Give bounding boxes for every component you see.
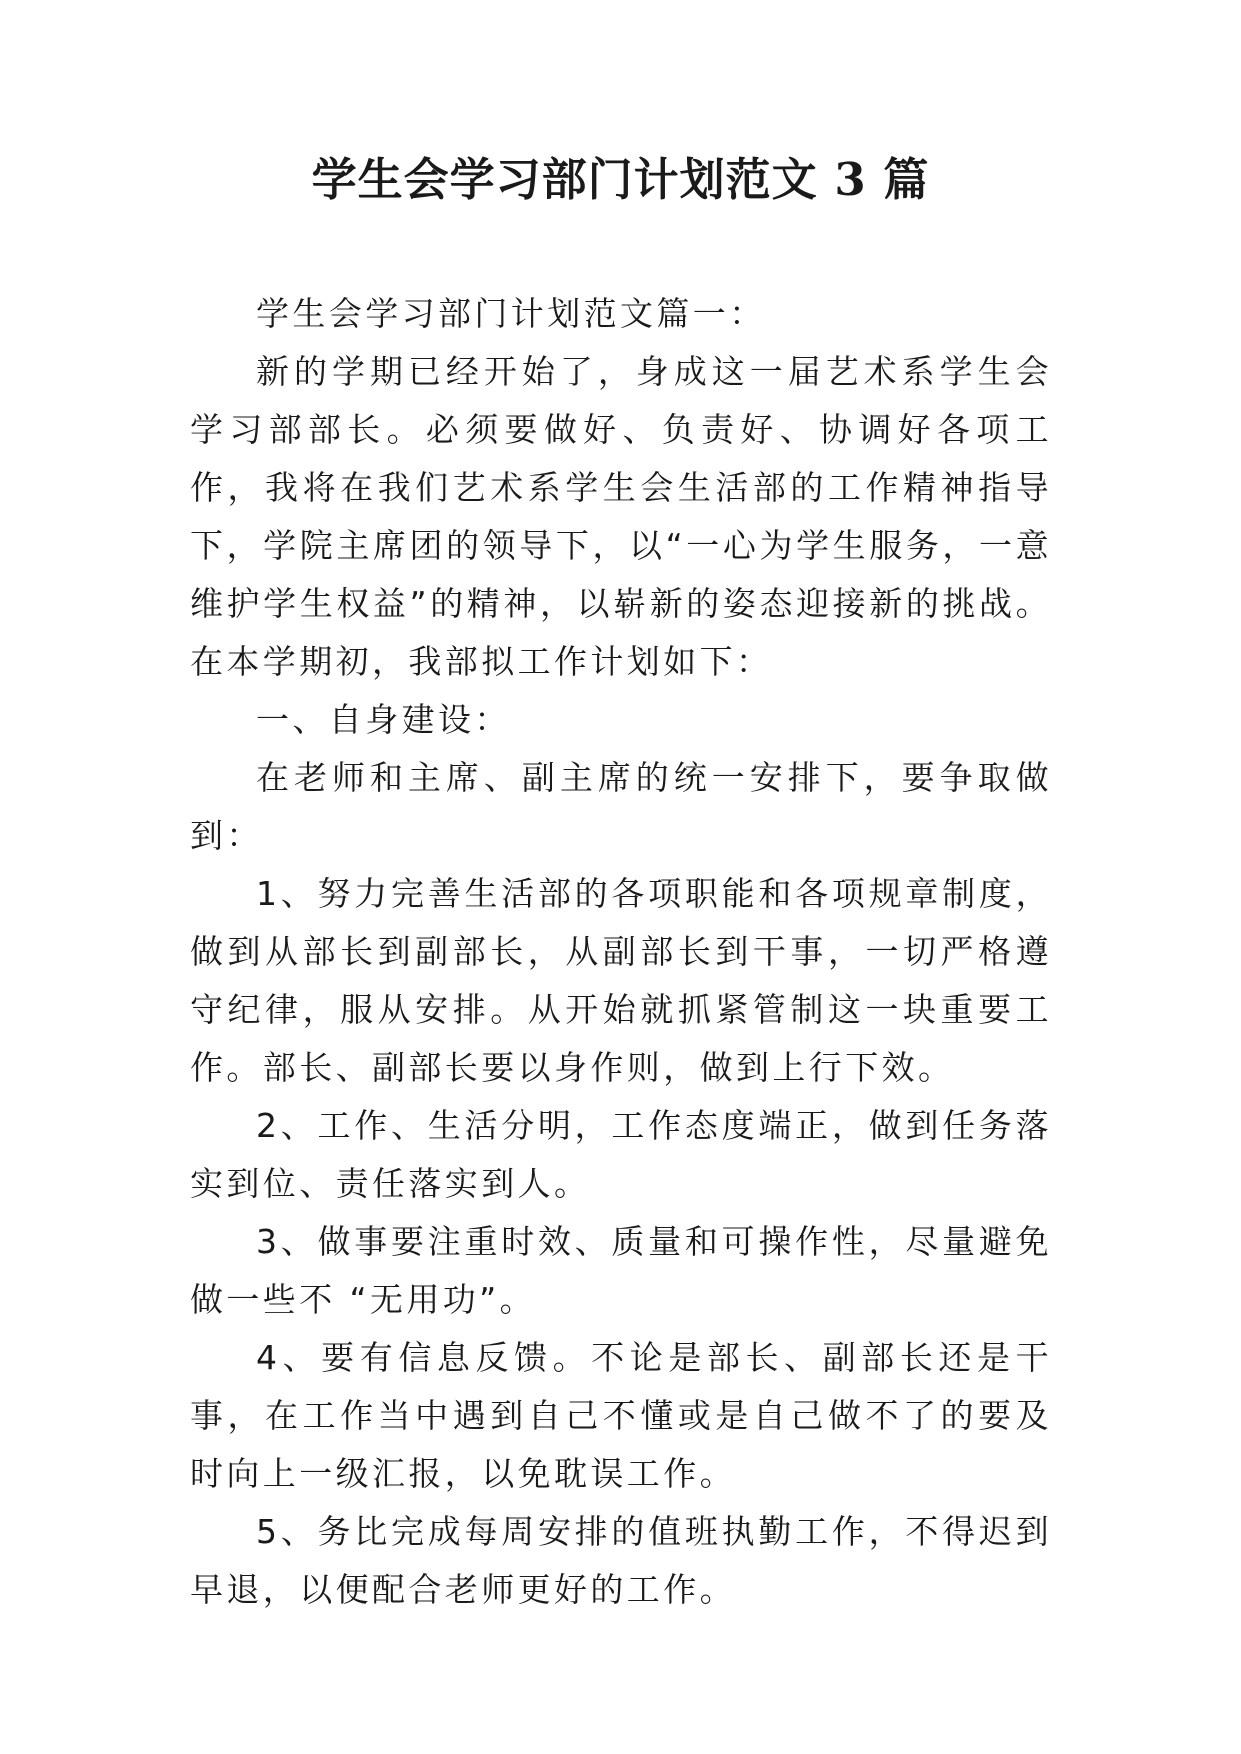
list-item-2: 2、工作、生活分明，工作态度端正，做到任务落实到位、责任落实到人。	[190, 1106, 1052, 1203]
document-title: 学生会学习部门计划范文 3 篇	[311, 153, 930, 206]
list-item-4: 4、要有信息反馈。不论是部长、副部长还是干事，在工作当中遇到自己不懂或是自己做不了的要及时向上一级汇报，以免耽误工作。	[190, 1338, 1052, 1493]
list-item-5: 5、务比完成每周安排的值班执勤工作，不得迟到早退，以便配合老师更好的工作。	[190, 1512, 1052, 1609]
paragraph-intro: 新的学期已经开始了，身成这一届艺术系学生会学习部部长。必须要做好、负责好、协调好各项工作，我将在我们艺术系学生会生活部的工作精神指导下，学院主席团的领导下，以“一心为学生服务，一意维护学生权益”的精神，以崭新的姿态迎接新的挑战。在本学期初，我部拟工作计划如下：	[190, 352, 1052, 681]
paragraph-arrangement: 在老师和主席、副主席的统一安排下，要争取做到：	[190, 758, 1052, 855]
list-item-1: 1、努力完善生活部的各项职能和各项规章制度，做到从部长到副部长，从副部长到干事，一切严格遵守纪律，服从安排。从开始就抓紧管制这一块重要工作。部长、副部长要以身作则，做到上行下效。	[190, 874, 1052, 1087]
section-heading-self-building: 一、自身建设：	[256, 700, 511, 739]
document-body	[190, 285, 1052, 1619]
list-item-3: 3、做事要注重时效、质量和可操作性，尽量避免做一些不 “无用功”。	[190, 1222, 1052, 1319]
paragraph-heading-part-one: 学生会学习部门计划范文篇一：	[256, 294, 766, 333]
